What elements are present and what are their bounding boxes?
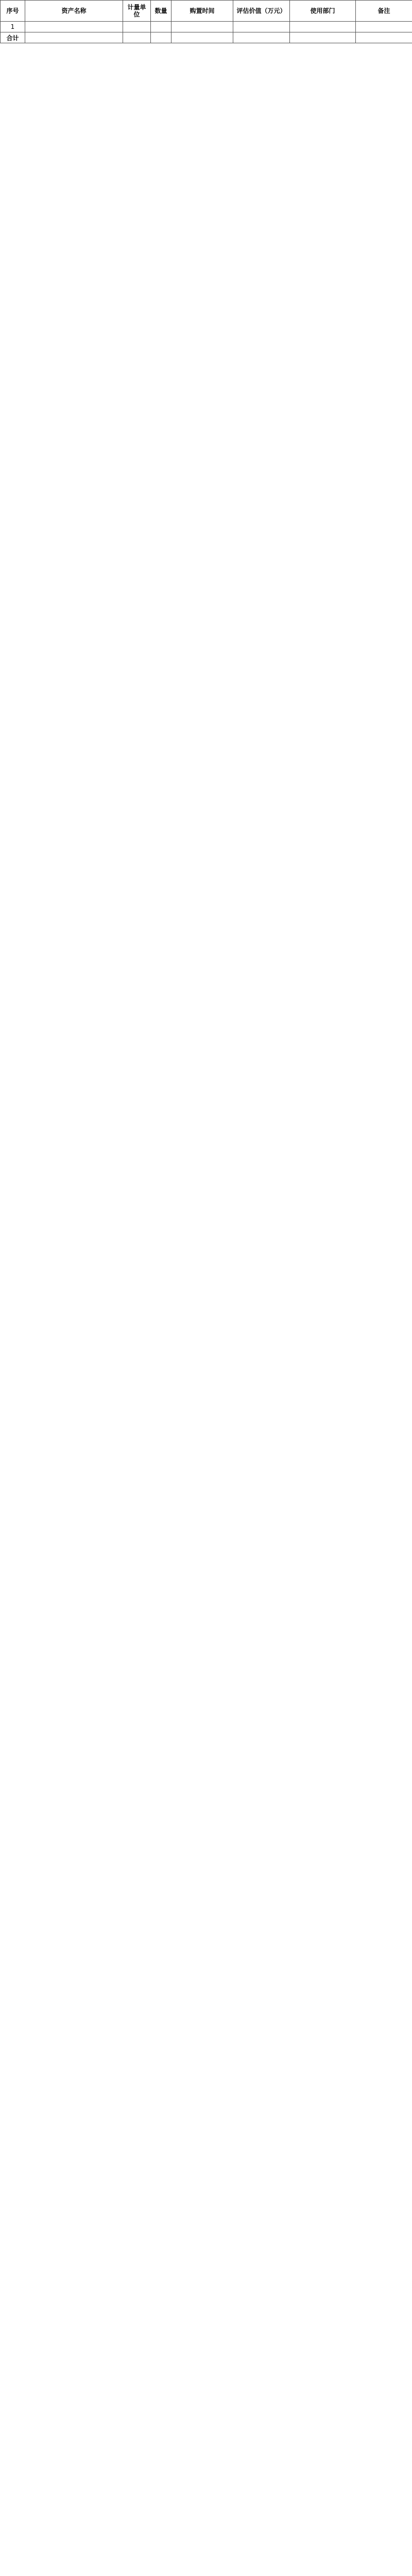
total-value bbox=[233, 32, 290, 43]
cell-unit bbox=[123, 22, 151, 32]
header-notes: 备注 bbox=[356, 1, 412, 22]
table-body bbox=[1, 22, 412, 32]
cell-index: 1 bbox=[1, 22, 25, 32]
total-quantity bbox=[151, 32, 171, 43]
header-department: 使用部门 bbox=[290, 1, 356, 22]
header-purchase-date: 购置时间 bbox=[171, 1, 233, 22]
cell-notes bbox=[356, 22, 412, 32]
cell-value bbox=[233, 22, 290, 32]
table-row bbox=[1, 22, 412, 32]
asset-sheet bbox=[0, 0, 412, 43]
cell-department bbox=[290, 22, 356, 32]
cell-quantity bbox=[151, 22, 171, 32]
total-row bbox=[1, 32, 412, 43]
header-quantity: 数量 bbox=[151, 1, 171, 22]
header-asset-name: 资产名称 bbox=[25, 1, 123, 22]
header-value: 评估价值（万元） bbox=[233, 1, 290, 22]
header-index: 序号 bbox=[1, 1, 25, 22]
asset-table bbox=[0, 0, 412, 43]
header-row bbox=[1, 1, 412, 22]
cell-purchase-date bbox=[171, 22, 233, 32]
total-label: 合计 bbox=[1, 32, 25, 43]
header-unit: 计量单位 bbox=[123, 1, 151, 22]
cell-asset-name bbox=[25, 22, 123, 32]
